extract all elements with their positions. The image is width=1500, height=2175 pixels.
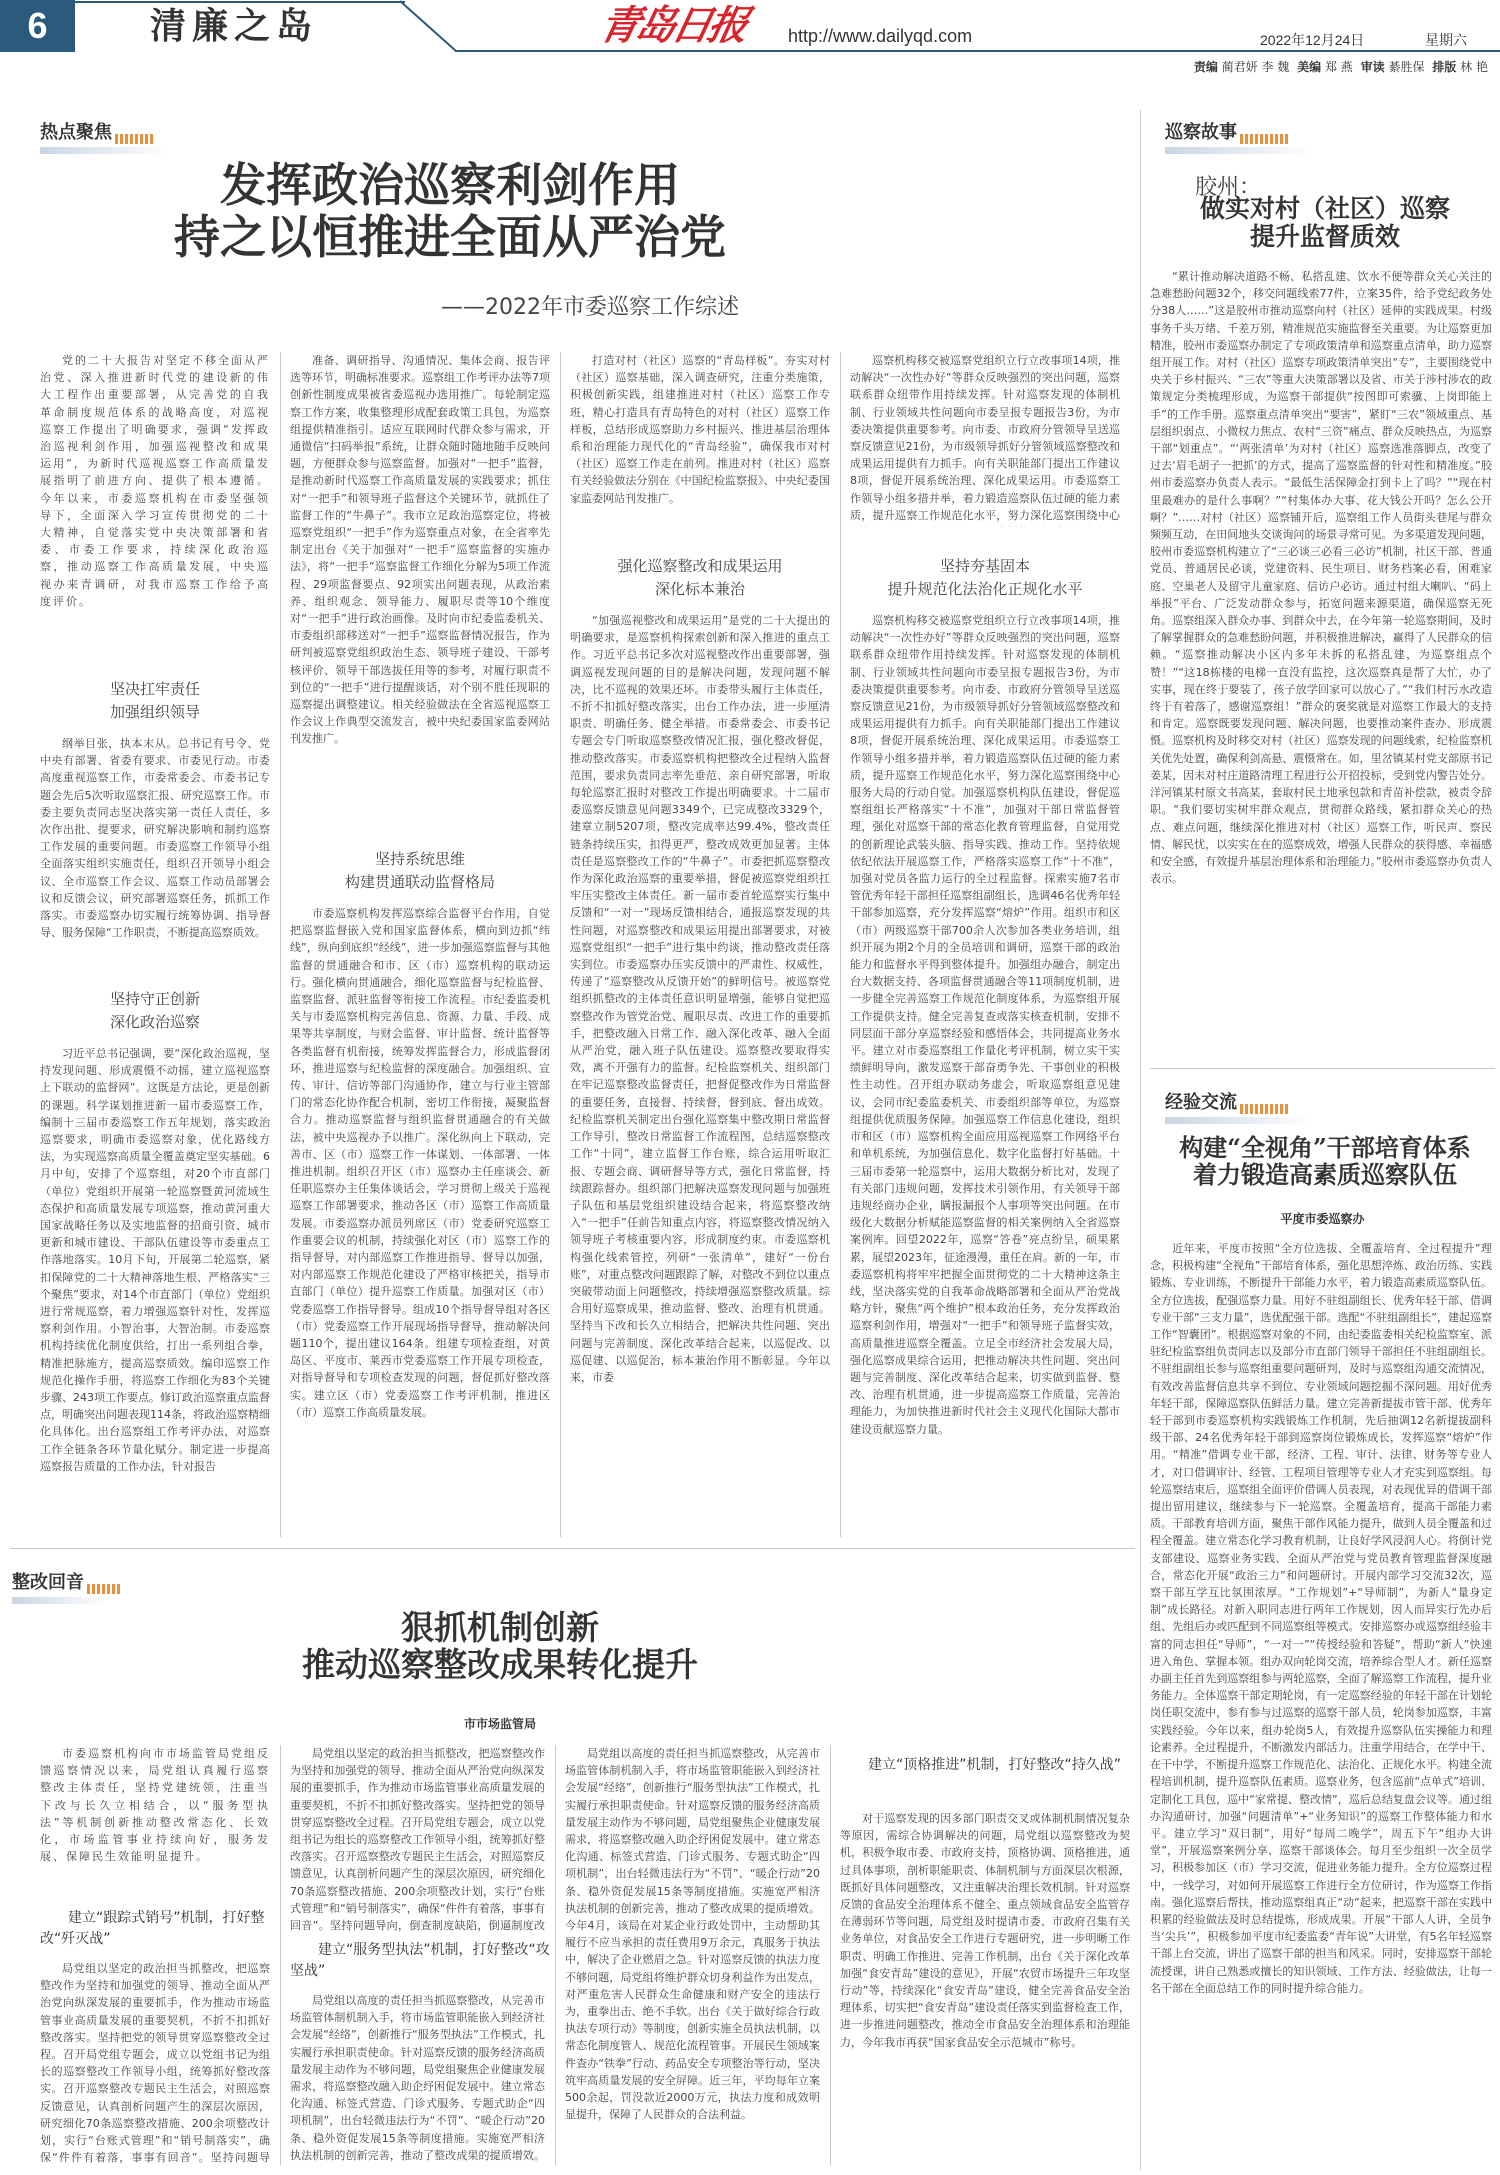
publication-weekday: 星期六 (1425, 32, 1467, 48)
rectify-headline-line1: 狠抓机制创新 (401, 1608, 599, 1647)
section-text: 市委巡察机构发挥巡察综合监督平台作用，自觉把巡察监督嵌入党和国家监督体系，横向到边抓“纬线”，纵向到底织“经线”，进一步加强巡察监督与其他监督的贯通融合和市、区（市）巡察机构的联动运行。强化横向贯通融合，细化巡察监督与纪检监督、监察监督、派驻监督等衔接工作流程。市纪委监委机关与市委巡察机构完善信息、资源、力量、手段、成果等共享制度，与财会监督、审计监督、统计监督等各类监督有机衔接，统筹发挥监督合力，形成监督闭环，推进巡察与纪检监督的深度融合。加强组织、宣传、审计、信访等部门沟通协作，建立与行业主管部门的常态化协作配合机制，密切工作衔接，凝聚监督合力。推动巡察监督与组织监督贯通融合的有关做法，被中央巡视办予以推广。深化纵向上下联动，完善市、区（市）巡察工作一体谋划、一体部署、一体推进机制。组织召开区（市）巡察办主任座谈会、新任职巡察办主任集体谈话会，学习贯彻上级关于巡视巡察工作部署要求，推动各区（市）巡察工作高质量发展。市委巡察办派员列席区（市）党委研究巡察工作重要会议的机制，持续强化对区（市）巡察工作的指导督导，对内部巡察工作推进指导、督导以加强，对内部巡察工作规范化建设了严格审核把关，指导市直部门（单位）提升巡察工作质量。加强对区（市）党委巡察工作指导督导。组成10个指导督导组对各区（市）党委巡察工作开展现场指导督导，推动解决问题110个，提出建议164条。组建专项检查组，对黄岛区、平度市、莱西市党委巡察工作开展专项检查，对指导督导和专项检查发现的问题，督促抓好整改落实。建立区（市）党委巡察工作考评机制，推进区（市）巡察工作高质量发展。 (290, 907, 550, 1419)
rectify-section-1-continued (290, 1745, 545, 1935)
column-rule (280, 352, 281, 1537)
exchange-body (1150, 1240, 1492, 2165)
rectify-intro (40, 1745, 270, 1885)
rectify-subhead-2: 建立“服务型执法”机制，打好整改“攻坚战” (290, 1942, 550, 1979)
section-tag-label: 整改回音 (12, 1572, 84, 1593)
subhead-line: 构建贯通联动监督格局 (344, 872, 495, 891)
exchange-headline-line1: 构建“全视角”干部培育体系 (1179, 1133, 1471, 1162)
credit-names: 郑 燕 (1324, 60, 1353, 74)
site-url[interactable]: http://www.dailyqd.com (788, 26, 973, 46)
main-subhead-1 (40, 678, 270, 723)
section-text: 局党组以高度的责任担当抓巡察整改，从完善市场监管体制机制入手，将市场监管职能嵌入到经济社会发展“经络”，创新推行“服务型执法”工作模式，扎实履行承担职责使命。针对巡察反馈的服务经济高质量发展主动作为不够问题，局党组聚焦企业健康发展需求，将巡察整改融入助企纾困促发展中。建立常态化沟通、标签式营造、门诊式服务、专题式助企“四项机制”，出台轻微违法行为“不罚”、“暖企行动”20条、稳外资促发展15条等制度措施。实施宽严相济执法机制的创新完善，推动了整改成果的提质增效。 (290, 1994, 545, 2162)
main-section-3-continued (570, 352, 830, 527)
main-section-1-body (40, 735, 270, 955)
main-headline (100, 160, 800, 263)
story-headline-line1: 做实对村（社区）巡察 (1199, 194, 1450, 223)
tag-stripes-decoration (1240, 134, 1290, 144)
rectify-headline (180, 1610, 820, 1684)
section-tag-experience-exchange (1165, 1088, 1315, 1124)
column-rule (555, 1745, 556, 2165)
tag-stripes-decoration (1240, 1104, 1290, 1114)
subhead-line: 强化巡察整改和成果运用 (617, 557, 783, 575)
subhead-line: 坚持守正创新 (109, 990, 200, 1008)
section-text: 局党组以坚定的政治担当抓整改，把巡察整改作为坚持和加强党的领导、推动全面从严治党向纵深发展的重要抓手，作为推动市场监管事业高质量发展的重要契机，不折不扣抓好整改落实。坚持把党的领导贯穿巡察整改全过程。召开局党组专题会，成立以党组书记为组长的巡察整改工作领导小组，统筹抓好整改落实。召开巡察整改专题民主生活会，对照巡察反馈意见，认真剖析问题产生的深层次原因，研究细化70条巡察整改措施、200余项整改计划，实行“台账式管理”和“销号制落实”，确保“件件有着落，事事有回音”。坚持问题导向，倒查制度缺陷，倒逼制度改 (290, 1747, 545, 1933)
main-section-5-intro (850, 352, 1120, 527)
main-subhead-3 (290, 848, 550, 893)
tag-underline-decoration (12, 1597, 107, 1604)
rectify-byline: 市市场监管局 (463, 1717, 536, 1731)
rectify-section-3-body (840, 1810, 1130, 2165)
section-text: 巡察机构移交被巡察党组织立行立改事项14项，推动解决“一次性办好”等群众反映强烈的突出问题，巡察联系群众纽带作用持续发挥。针对巡察发现的体制机制、行业领域共性问题向市委呈报专题报告3份，为市委决策提供重要参考。向市委、市政府分管领导呈送巡察反馈意见21份，为市级领导抓好分管领域巡察整改和成果运用提供有力抓手。向有关职能部门提出工作建议8项，督促开展系统治理、深化成果运用。市委巡察工作领导小组多措并举，着力锻造巡察队伍过硬的能力素质，提升巡察工作规范化水平，努力深化巡察围绕中心服务大局的行动自觉。加强巡察机构队伍建设，督促巡察组组长严格落实“十不准”，加强对干部日常监督管理，强化对巡察干部的常态化教育管理监督，自觉用党的创新理论武装头脑、指导实践、推动工作。坚持依规依纪依法开展巡察工作，严格落实巡察工作“十不准”，加强对党员各监力运行的全过程监督。探索实施7名市管优秀年轻干部担任巡察组副组长，选调46名优秀年轻干部参加巡察，充分发挥巡察“熔炉”作用。组织市和区（市）两级巡察干部700余人次参加各类业务培训，组织开展为期2个月的全员培训和调研，巡察干部的政治能力和监督水平得到整体提升。加强组办融合，制定出台大数据支持、各项监督贯通融合等11项制度机制，进一步健全完善巡察工作规范化制度体系，为巡察组开展工作提供支持。健全完善复查或落实核查机制，安排不同层面干部分享巡察经验和感悟体会，共同提高业务水平。建立对市委巡察组工作量化考评机制，树立实干实绩鲜明导向，激发巡察干部奋勇争先、干事创业的积极性主动性。召开组办联动务虚会，听取巡察组意见建议，会同市纪委监委机关、市委组织部等单位，为巡察组提供优质服务保障。加强巡察工作信息化建设，组织市和区（市）巡察机构全面应用巡视巡察工作网络平台和单机系统，为加强信息化、数字化监督打好基础。十三届市委第一轮巡察中，运用大数据分析比对，发现了有关部门违规问题，发挥技术引领作用，有关领导干部违规经商办企业，瞒报漏报个人事项等突出问题。在市级化大数据分析赋能巡察监督的相关案例纳入全省巡察案例库。回望2022年，巡察“答卷”亮点纷呈，硕果累累，展望2023年，征途漫漫，重任在肩。新的一年，市委巡察机构将牢牢把握全面贯彻党的二十大精神这条主线，坚决落实党的自我革命战略部署和全面从严治党战略方针，聚焦“两个维护”根本政治任务，充分发挥政治巡察利剑作用，增强对“一把手”和领导班子监督实效，高质量推进巡察全覆盖。立足全市经济社会发展大局，强化巡察成果综合运用，把推动解决共性问题、突出问题与完善制度、深化改革结合起来，切实做到监督、整改、治理有机贯通，进一步提高巡察工作质量，完善治理能力，为加快推进新时代社会主义现代化国际大都市建设贡献巡察力量。 (850, 614, 1120, 1436)
credit-names: 林 艳 (1460, 60, 1488, 74)
exchange-text: 近年来，平度市按照“全方位选拔、全覆盖培育、全过程提升”理念，积极构建“全视角”干部培育体系，强化思想淬炼、政治历练、实践锻炼、专业训练，不断提升干部能力水平，着力锻造高素质巡察队伍。全方位选拔，配强巡察力量。用好不驻组副组长、优秀年轻干部、借调专业干部“三支力量”，选优配强干部。选配“不驻组副组长”，建起巡察工作“智囊团”。根据巡察对象的不同，由纪委监委相关纪检监察室、派驻纪检监察组负责同志以及部分市直部门领导干部担任不驻组副组长。不驻组副组长参与巡察组重要问题研判，及时与巡察组沟通交流情况，有效改善监督信息共享不到位、专业领域问题挖掘不深问题。用好优秀年轻干部，保障巡察队伍鲜活力量。建立完善新提拔市管干部、优秀年轻干部到市委巡察机构实践锻炼工作机制，先后抽调12名新提拔副科级干部、24名优秀年轻干部到巡察岗位锻炼成长，发挥巡察“熔炉”作用。“精准”借调专业干部，经济、工程、审计、法律、财务等专业人才，对口借调审计、经管、工程项目管理等专业人才充实到巡察组。每轮巡察结束后，巡察组全面评价借调人员表现，对表现优异的借调干部提出留用建议，继续参与下一轮巡察。全覆盖培育，提高干部能力素质。干部教育培训方面，聚焦干部作风能力提升，做到人员全覆盖和过程全覆盖。建立常态化学习教育机制，让良好学风浸润人心。将倒计党支部建设、巡察业务实践、全面从严治党与党员教育管理监督深度融合，常态化开展“政治三力”和问题研讨。开展内部学习交流32次，巡察干部互学互比氛围浓厚。“工作规划”+“导师制”，为新人“量身定制”成长路径。对新入职同志进行两年工作规划，因人而异实行先办后组、先组后办或匹配到不同巡察组等模式。安排巡察办或巡察组经验丰富的同志担任“导师”，“一对一”“传授经验和答疑”，帮助“新人”快速进入角色、掌握本领。组办双向轮岗交流，培养综合型人才。新任巡察办副主任首先到巡察组参与两轮巡察，全面了解巡察工作流程，提升业务能力。全体巡察干部定期轮岗，有一定巡察经验的年轻干部在计划轮岗任职交流中，参有参与过巡察的巡察干部人员，轮岗参加巡察，丰富实践经验。今年以来，组办轮岗5人，有效提升巡察队伍实操能力和理论素养。全过程提升，不断激发内部活力。注重学用结合，在学中干、在干中学，不断提升巡察工作规范化、法治化、正规化水平。构建全流程培训机制，提升巡察队伍素质。巡察业务，包含巡前“点单式”培训、定制化工具包，巡中“家常提、整改情”，巡后总结复盘会议等。通过组办沟通研讨，加强“问题清单”+“业务知识”的巡察工作整体能力和水平。建立学习“双日制”，用好“每周二晚学”，周五下午“组办大讲堂”，开展巡察案例分享、巡察干部谈体会。每月至少组织一次全员学习，积极参加区（市）学习交流，促进业务能力提升。全方位巡察过程中，一线学习，对如何开展巡察工作进行全方位研讨，作为巡察工作指南。强化巡察后帮扶，推动巡察组真正“动”起来，把巡察干部在实践中积累的经验做法及时总结提炼，形成成果。开展“干部人人讲，全员争当‘尖兵’”，积极参加平度市纪委监委“青年说”大讲堂，有5名年轻巡察干部上台交流，讲出了巡察干部的担当和风采。同时，安排巡察干部轮流授课，讲自己熟悉或擅长的知识领域、工作方法、经验做法，让每一名干部在全面总结工作的同时提升综合能力。 (1150, 1242, 1492, 1995)
story-headline-line2: 提升监督质效 (1249, 222, 1400, 251)
credit-names: 蔺君妍 李 魏 (1221, 60, 1290, 74)
tag-underline-decoration (1165, 147, 1315, 154)
story-body (1150, 268, 1492, 1028)
section-tag-label: 巡察故事 (1165, 122, 1237, 143)
rectify-subhead-1: 建立“跟踪式销号”机制，打好整改“歼灭战” (40, 1910, 265, 1947)
section-tag-rectification (12, 1568, 122, 1604)
main-headline-line1: 发挥政治巡察利剑作用 (220, 158, 680, 212)
section-text: 习近平总书记强调，要“深化政治巡视，坚持发现问题、形成震慑不动摇，建立巡视巡察上下联动的监督网”。这既是方法论，更是创新的课题。科学谋划推进新一届市委巡察工作，编制十三届市委巡察工作五年规划，落实政治巡察要求，明确市委巡察对象，优化路线方法，为实现巡察高质量全覆盖奠定坚实基础。6月中旬，安排了个巡察组，对20个市直部门（单位）党组织开展第一轮巡察暨黄河流域生态保护和高质量发展专项巡察，推动黄河重大国家战略任务以及实地监督的招商引资、城市更新和城市建设、干部队伍建设等市委重点工作落地落实。10月下旬，开展第二轮巡察，紧扣保障党的二十大精神落地生根、严格落实“三个聚焦”要求，对14个市直部门（单位）党组织进行常规巡察，着力增强巡察针对性，发挥巡察利剑作用。小智治事，大智治制。市委巡察机构持续优化制度供给，打出一系列组合拳，精准把脉施方，提高巡察质效。编印巡察工作规范化操作手册，将巡察工作细化为83个关键步骤、243项工作要点。修订政治巡察重点监督点，明确突出问题表现114条，将政治巡察精细化具体化。出台巡察组工作考评办法，对巡察工作全链条各环节量化赋分。制定进一步提高巡察报告质量的工作办法，针对报告 (40, 1047, 270, 1473)
subhead-line: 加强组织领导 (109, 702, 200, 721)
exchange-byline: 平度市委巡察办 (1280, 1212, 1365, 1226)
main-subtitle: ——2022年市委巡察工作综述 (441, 295, 739, 320)
rectify-intro-text: 市委巡察机构向市市场监管局党组反馈巡察情况以来，局党组认真履行巡察整改主体责任，坚持党建统领，注重当下改与长久立相结合，以“服务型执法”等机制创新推动整改常态化、长效化，市场监管事业持续向好，服务发展、保障民生效能明显提升。 (40, 1747, 270, 1864)
tag-underline-decoration (1165, 1117, 1315, 1124)
subhead-line: 坚持系统思维 (374, 850, 465, 868)
subhead-line: 提升规范化法治化正规化水平 (887, 579, 1083, 598)
section-text: “加强巡视整改和成果运用”是党的二十大提出的明确要求，是巡察机构探索创新和深入推进的重点工作。习近平总书记多次对巡视整改作出重要部署，强调巡视发现问题的目的是解决问题，发现问题不解决，比不巡视的效果还坏。市委带头履行主体责任，不折不扣抓好整改落实，出台工作办法，进一步厘清职责、明确任务、健全举措。市委常委会、市委书记专题会专门听取巡察整改情况汇报，强化整改督促，推动整改落实。市委巡察机构把整改全过程纳入监督范围，要求负责同志率先垂范、亲自研究部署，听取每轮巡察汇报时对整改工作提出明确要求。十二届市委巡察反馈意见问题3349个，已完成整改3329个，建章立制5207项，整改完成率达99.4%，整改责任链条持续压实，扣得更严，整改成效更加显著。主体责任是巡察整改工作的“牛鼻子”。市委把抓巡察整改作为深化政治巡察的重要举措，督促被巡察党组织扛牢压实整改主体责任。新一届市委首轮巡察实行集中反馈和“一对一”现场反馈相结合，通报巡察发现的共性问题，对巡察整改和成果运用提出部署要求，对被巡察党组织“一把手”进行集中约谈，推动整改责任落实到位。市委巡察办压实反馈中的严肃性、权威性，传递了“巡察整改从反馈开始”的鲜明信号。被巡察党组织抓整改的主体责任意识明显增强，能够自觉把巡察整改作为管党治党、履职尽责、改进工作的重要抓手，把整改融入日常工作、融入深化改革、融入全面从严治党，融入班子队伍建设。巡察整改要取得实效，离不开强有力的监督。纪检监察机关、组织部门在牢记巡察整改监督责任，把督促整改作为日常监督的重要任务，直接督、持续督，督到底、督出成效。纪检监察机关制定出台强化巡察集中整改期日常监督工作导引，整改日常监督工作流程图，总结巡察整改工作“十同”，建立监督工作台账，综合运用听取汇报、专题会商、调研督导等方式，强化日常监督，持续跟踪督办。组织部门把解决巡察发现问题与加强班子队伍和基层党组织建设结合起来，将巡察整改纳入“一把手”任前告知重点内容，将巡察整改情况纳入领导班子考核重要内容，形成制度约束。市委巡察机构强化线索管控，列研“一张清单”，建好“一份台账”，对重点整改问题跟踪了解，对整改不到位以重点突破带动面上问题整改，持续增强巡察整改质量。综合用好巡察成果，推动监督、整改、治理有机贯通。坚持当下改和长久立相结合，把解决共性问题、突出问题与完善制度、深化改革结合起来，以巡促改、以巡促建、以巡促治，标本兼治作用不断彰显。今年以来，市委 (570, 614, 830, 1384)
section-tag-inspection-story (1165, 118, 1315, 154)
main-intro-text: 党的二十大报告对坚定不移全面从严治党、深入推进新时代党的建设新的伟大工程作出重要部署，从完善党的自我革命制度规范体系的战略高度，对巡视巡察工作提出了明确要求，强调“发挥政治巡视利剑作用，加强巡视整改和成果运用”，为新时代巡视巡察工作高质量发展指明了前进方向、提供了根本遵循。今年以来，市委巡察机构在市委坚强领导下，全面深入学习宣传贯彻党的二十大精神，自觉落实党中央决策部署和省委、市委工作要求，持续深化政治巡察，推动巡察工作高质量发展，中央巡视办来青调研，对我市巡察工作给予高度评价。 (40, 354, 270, 608)
main-section-4-body (570, 612, 830, 1535)
story-headline (1150, 195, 1500, 251)
tag-stripes-decoration (115, 134, 155, 144)
main-headline-line2: 持之以恒推进全面从严治党 (174, 209, 726, 264)
tag-underline-decoration (40, 147, 170, 154)
exchange-headline-line2: 着力锻造高素质巡察队伍 (1193, 1159, 1457, 1189)
column-rule (280, 1745, 281, 2165)
section-text: 纲举目张，执本末从。总书记有号令、党中央有部署、省委有要求、市委见行动。市委高度重视巡察工作，市委常委会、市委书记专题会先后5次听取巡察汇报、研究巡察工作。市委主要负责同志坚决落实第一责任人责任，多次作出批、提要求，研究解决影响和制约巡察工作发展的重要问题。市委巡察工作领导小组全面落实组织实施责任，组织召开领导小组会议、全市巡察工作会议、巡察工作动员部署会议和反馈会议，研究部署巡察任务，抓抓工作落实。市委巡察办切实履行统筹协调、指导督导、服务保障“工作职责，不断提高巡察质效。 (40, 737, 270, 940)
rectify-headline-line2: 推动巡察整改成果转化提升 (302, 1644, 698, 1684)
rectify-section-2-continued (565, 1745, 820, 2165)
exchange-headline (1150, 1135, 1500, 1189)
main-subhead-4 (570, 555, 830, 600)
section-text: 准备、调研指导、沟通情况、集体会商、报告评选等环节，明确标准要求。巡察组工作考评办法等7项创新性制度成果被省委巡视办选用推广。每轮制定巡察工作方案，收集整理形成配套政策工具包，为巡察组提供精准指引。适应互联网时代群众参与需求，开通微信“扫码举报”系统，让群众随时随地随手反映问题，方便群众参与巡察监督。加强对“一把手”监督，是推动新时代巡察工作高质量发展的实践要求；抓住对“一把手”和领导班子监督这个关键环节，就抓住了监督工作的“牛鼻子”。我市立足政治巡察定位，将被巡察党组织“一把手”作为巡察重点对象，在全省率先制定出台《关于加强对“一把手”巡察监督的实施办法》，将“一把手”巡察监督工作细化分解为5项工作流程、29项监督要点、92项实出问题表现，从政治素养、组织观念、领导能力、履职尽责等10个维度对“一把手”进行政治画像。及时向市纪委监委机关、市委组织部移送对“一把手”巡察监督情况报告，作为研判被巡察党组织政治生态、领导班子建设、干部考核评价、领导干部选拔任用等的参考，对履行职责不到位的“一把手”进行提醒谈话，对个别不胜任现职的巡察提出调整建议。相关经验做法在全省巡视巡察工作会议上作典型交流发言，被中央纪委国家监委网站刊发推广。 (290, 354, 550, 746)
section-text: 局党组以坚定的政治担当抓整改，把巡察整改作为坚持和加强党的领导、推动全面从严治党向纵深发展的重要抓手，作为推动市场监管事业高质量发展的重要契机，不折不扣抓好整改落实。坚持把党的领导贯穿巡察整改全过程。召开局党组专题会，成立以党组书记为组长的巡察整改工作领导小组，统筹抓好整改落实。召开巡察整改专题民主生活会，对照巡察反馈意见，认真剖析问题产生的深层次原因，研究细化70条巡察整改措施、200余项整改计划，实行“台账式管理”和“销号制落实”，确保“件件有着落，事事有回音”。坚持问题导 (40, 1962, 270, 2165)
column-rule (840, 352, 841, 1537)
section-text: 打造对村（社区）巡察的“青岛样板”。夯实对村（社区）巡察基础，深入调查研究，注重分类施策，积极创新实践，组建推进对村（社区）巡察工作专班，精心打造具有青岛特色的对村（社区）巡察工作样板，总结形成巡察助力乡村振兴、推进基层治理体系和治理能力现代化的“青岛经验”，确保我市对村（社区）巡察工作走在前列。推进对村（社区）巡察有关经验做法分别在《中国纪检监察报》、中央纪委国家监委网站刊发推广。 (570, 354, 830, 505)
section-tag-label: 热点聚焦 (40, 122, 112, 143)
main-section-5-body (850, 612, 1120, 1535)
section-text: 对于巡察发现的因多部门职责交叉或体制机制情况复杂等原因，需综合协调解决的问题，局党组以巡察整改为契机，积极争取市委、市政府支持，顶格协调、顶格推进，通过具体事项，剖析职能职责、体制机制与方面深层次根源，既抓好具体问题整改，又注重解决治理长效机制。针对巡察反馈的食品安全治理体系不健全、重点领域食品安全监管存在薄弱环节等问题，局党组及时提请市委、市政府召集有关业务单位，对食品安全工作进行专题研究，进一步明晰工作职责、明确工作推进、完善工作机制，出台《关于深化改革加强“食安青岛”建设的意见》，开展“农贸市场提升三年攻坚行动”等，持续深化“食安青岛”建设，健全完善食品安全治理体系，切实把“食安青岛”建设责任落实到监督检查工作，进一步推进问题整改，推动全市食品安全治理体系和治理能力，今年我市再获“国家食品安全示范城市”称号。 (840, 1812, 1130, 2049)
credit-names: 綦胜保 (1388, 60, 1425, 74)
main-subhead-2 (40, 988, 270, 1033)
rectify-subhead-3: 建立“顶格推进”机制，打好整改“持久战” (868, 1757, 1122, 1773)
credit-role: 审读 (1360, 60, 1385, 74)
rectify-section-1-body (40, 1960, 270, 2165)
section-title: 清廉之岛 (150, 5, 319, 47)
credit-role: 责编 (1193, 60, 1218, 74)
column-rule (830, 1745, 831, 2165)
page-number: 6 (0, 0, 75, 52)
section-divider (10, 1548, 1135, 1549)
newspaper-logo: 青岛日报 (595, 2, 750, 49)
subhead-line: 深化政治巡察 (109, 1012, 200, 1031)
credit-role: 排版 (1432, 60, 1457, 74)
section-tag-hot-focus (40, 118, 170, 154)
rectify-section-2-body (290, 1992, 545, 2165)
story-kicker: 胶州： (1195, 175, 1262, 200)
subhead-line: 坚持夯基固本 (939, 557, 1030, 575)
main-section-3-body (290, 905, 550, 1535)
section-text: 巡察机构移交被巡察党组织立行立改事项14项，推动解决“一次性办好”等群众反映强烈的突出问题，巡察联系群众纽带作用持续发挥。针对巡察发现的体制机制、行业领域共性问题向市委呈报专题报告3份，为市委决策提供重要参考。向市委、市政府分管领导呈送巡察反馈意见21份，为市级领导抓好分管领域巡察整改和成果运用提供有力抓手。向有关职能部门提出工作建议8项，督促开展系统治理、深化成果运用。市委巡察工作领导小组多措并举，着力锻造巡察队伍过硬的能力素质，提升巡察工作规范化水平，努力深化巡察围绕中心 (850, 354, 1120, 522)
credit-role: 美编 (1297, 60, 1322, 74)
section-text: 局党组以高度的责任担当抓巡察整改，从完善市场监管体制机制入手，将市场监管职能嵌入到经济社会发展“经络”，创新推行“服务型执法”工作模式，扎实履行承担职责使命。针对巡察反馈的服务经济高质量发展主动作为不够问题，局党组聚焦企业健康发展需求，将巡察整改融入助企纾困促发展中。建立常态化沟通、标签式营造、门诊式服务、专题式助企“四项机制”，出台轻微违法行为“不罚”、“暖企行动”20条、稳外资促发展15条等制度措施。实施宽严相济执法机制的创新完善，推动了整改成果的提质增效。今年4月，该局在对某企业行政处罚中，主动帮助其履行不应当承担的责任费用9万余元，真服务于执法中，解决了企业燃眉之急。针对巡察反馈的执法力度不够问题，局党组将维护群众切身利益作为出发点，对严重危害人民群众生命健康和财产安全的违法行为，重拳出击、绝不手软。出台《关于做好综合行政执法专项行动》等制度，创新实施全员执法机制，以常态化制度管人、规范化流程管事。开展民生领域案件查办“铁拳”行动、药品安全专项整治等行动，坚决筑牢高质量发展的安全屏障。近三年，平均每年立案500余起，罚没款近2000万元，执法力度和成效明显提升，保障了人民群众的合法利益。 (565, 1747, 820, 2122)
main-subhead-5 (850, 555, 1120, 600)
main-section-2-body (40, 1045, 270, 1535)
column-rule (560, 352, 561, 1537)
section-divider (1150, 1068, 1495, 1069)
right-column-rule (1140, 110, 1141, 2170)
section-tag-label: 经验交流 (1165, 1092, 1237, 1113)
tag-stripes-decoration (87, 1584, 122, 1594)
header-diagonal-rule (400, 0, 460, 52)
story-text: “累计推动解决道路不畅、私搭乱建、饮水不便等群众关心关注的急难愁盼问题32个，移交问题线索77件，立案35件，给予党纪政务处分38人……”这是胶州市推动巡察向村（社区）延伸的实践成果。村级事务千头万绪、千差万别，精准规范实施监督至关重要。为让巡察更加精准，胶州市委巡察办制定了专项政策清单和巡察重点清单，助力巡察组开展工作。对村（社区）巡察专项政策清单突出“专”，主要围绕党中央关于乡村振兴、“三农”等重大决策部署以及省、市关于涉村涉农的政策规定分类梳理形成，为巡察干部提供“按图即可索骥、上岗即能上手”的工作手册。巡察重点清单突出“要害”，紧盯“三农”领域重点、基层组织弱点、小微权力焦点、农村“三资”痛点、群众反映热点，为巡察干部“划重点”。“‘两张清单’为对村（社区）巡察选准落脚点，改变了过去‘眉毛胡子一把抓’的方式，提高了巡察监督的针对性和精准度。”胶州市委巡察办负责人表示。“最低生活保障金打到卡上了吗？”“现在村里最难办的是什么事啊？”“村集体办大事、花大钱公开吗？怎么公开啊？”……对村（社区）巡察铺开后，巡察组工作人员街头巷尾与群众频频互动，在田间地头交谈询问的场景寻常可见。为多渠道发现问题，胶州市委巡察机构建立了“三必谈三必看三必访”机制，社区干部、普通党员、普通居民必谈，党建资料、民生项目、财务档案必看，困难家庭、空巢老人及留守儿童家庭、信访户必访。通过村组大喇叭、“码上举报”平台、广泛发动群众参与，拓宽问题来源渠道，确保巡察无死角。巡察组深入群众办事、到群众中去，在今年第一轮巡察期间，及时了解掌握群众的急难愁盼问题，并积极推进解决，赢得了人民群众的信赖。“巡察推动解决小区内多年未拆的私搭乱建，为巡察组点个赞！”“这18栋楼的电梯一直没有监控，这次巡察真是帮了大忙，办了实事，现在终于要装了，孩子放学回家可以放心了。”“我们村污水改造终于有着落了，感谢巡察组！”群众的褒奖就是对巡察工作最大的支持和肯定。巡察既要发现问题、解决问题，也要推动案件查办、形成震慑。巡察机构及时移交对村（社区）巡察发现的问题线索，纪检监察机关优先处置，确保利剑高悬、震慑常在。如，里岔镇某村党支部原书记姜某，因未对村庄道路清理工程进行公开招投标，受到党内警告处分。洋河镇某村原文书高某，套取村民土地承包款和青苗补偿款，被责令辞职。“我们要切实树牢群众观点，贯彻群众路线，紧扣群众关心的热点、难点问题，继续深化推进对村（社区）巡察工作，听民声、察民情、解民忧，以实实在在的巡察成效，增强人民群众的获得感、幸福感和安全感，有效提升基层治理体系和治理能力。”胶州市委巡察办负责人表示。 (1150, 270, 1492, 886)
main-intro (40, 352, 270, 617)
publication-date: 2022年12月24日 (1260, 32, 1365, 48)
main-section-2-continued (290, 352, 550, 810)
subhead-line: 深化标本兼治 (654, 579, 745, 598)
editor-credits (1194, 58, 1492, 75)
subhead-line: 坚决扛牢责任 (109, 680, 200, 698)
